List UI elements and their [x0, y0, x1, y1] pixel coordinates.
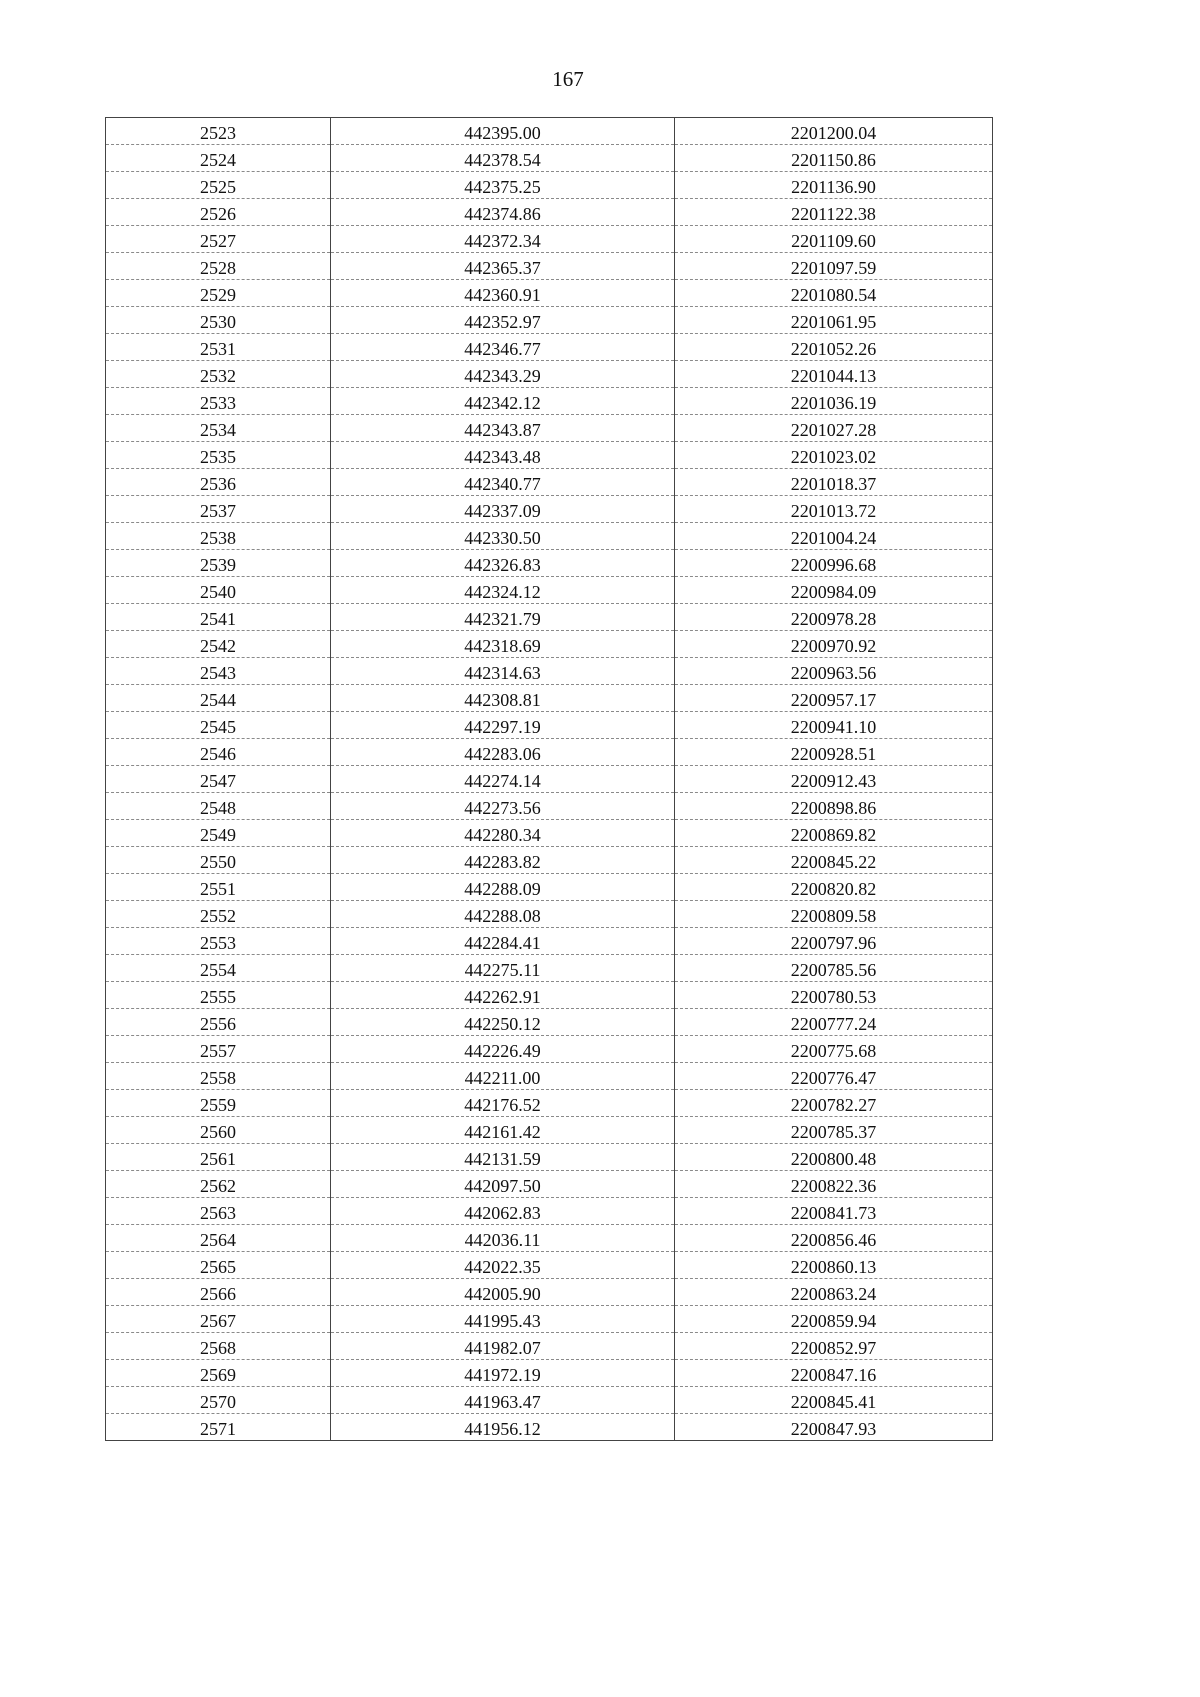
point-number-cell: 2547: [106, 766, 331, 793]
y-coordinate-cell: 2201109.60: [675, 226, 993, 253]
y-coordinate-cell: 2200856.46: [675, 1225, 993, 1252]
point-number-cell: 2524: [106, 145, 331, 172]
table-row: [106, 1279, 993, 1306]
table-row: [106, 523, 993, 550]
y-coordinate-cell: 2201036.19: [675, 388, 993, 415]
x-coordinate-cell: 442283.06: [331, 739, 675, 766]
point-number-cell: 2527: [106, 226, 331, 253]
y-coordinate-cell: 2201200.04: [675, 118, 993, 145]
table-row: [106, 388, 993, 415]
y-coordinate-cell: 2201023.02: [675, 442, 993, 469]
x-coordinate-cell: 442395.00: [331, 118, 675, 145]
table-row: [106, 874, 993, 901]
x-coordinate-cell: 442131.59: [331, 1144, 675, 1171]
x-coordinate-cell: 442326.83: [331, 550, 675, 577]
table-row: [106, 1360, 993, 1387]
y-coordinate-cell: 2201136.90: [675, 172, 993, 199]
y-coordinate-cell: 2201052.26: [675, 334, 993, 361]
point-number-cell: 2562: [106, 1171, 331, 1198]
point-number-cell: 2532: [106, 361, 331, 388]
point-number-cell: 2526: [106, 199, 331, 226]
y-coordinate-cell: 2200841.73: [675, 1198, 993, 1225]
y-coordinate-cell: 2200809.58: [675, 901, 993, 928]
point-number-cell: 2537: [106, 496, 331, 523]
x-coordinate-cell: 442343.87: [331, 415, 675, 442]
table-row: [106, 145, 993, 172]
y-coordinate-cell: 2200941.10: [675, 712, 993, 739]
y-coordinate-cell: 2200963.56: [675, 658, 993, 685]
y-coordinate-cell: 2200782.27: [675, 1090, 993, 1117]
point-number-cell: 2556: [106, 1009, 331, 1036]
y-coordinate-cell: 2200970.92: [675, 631, 993, 658]
point-number-cell: 2560: [106, 1117, 331, 1144]
point-number-cell: 2545: [106, 712, 331, 739]
point-number-cell: 2529: [106, 280, 331, 307]
table-row: [106, 442, 993, 469]
point-number-cell: 2541: [106, 604, 331, 631]
x-coordinate-cell: 442324.12: [331, 577, 675, 604]
table-row: [106, 334, 993, 361]
x-coordinate-cell: 442097.50: [331, 1171, 675, 1198]
x-coordinate-cell: 442176.52: [331, 1090, 675, 1117]
x-coordinate-cell: 441982.07: [331, 1333, 675, 1360]
table-row: [106, 1063, 993, 1090]
y-coordinate-cell: 2201013.72: [675, 496, 993, 523]
y-coordinate-cell: 2201018.37: [675, 469, 993, 496]
table-row: [106, 631, 993, 658]
y-coordinate-cell: 2200852.97: [675, 1333, 993, 1360]
x-coordinate-cell: 442211.00: [331, 1063, 675, 1090]
point-number-cell: 2550: [106, 847, 331, 874]
y-coordinate-cell: 2200777.24: [675, 1009, 993, 1036]
table-row: [106, 1171, 993, 1198]
table-row: [106, 226, 993, 253]
point-number-cell: 2543: [106, 658, 331, 685]
x-coordinate-cell: 442375.25: [331, 172, 675, 199]
y-coordinate-cell: 2200863.24: [675, 1279, 993, 1306]
y-coordinate-cell: 2201080.54: [675, 280, 993, 307]
x-coordinate-cell: 442337.09: [331, 496, 675, 523]
x-coordinate-cell: 442005.90: [331, 1279, 675, 1306]
y-coordinate-cell: 2200996.68: [675, 550, 993, 577]
coordinate-table: [105, 117, 993, 1441]
x-coordinate-cell: 442036.11: [331, 1225, 675, 1252]
x-coordinate-cell: 442340.77: [331, 469, 675, 496]
y-coordinate-cell: 2200785.56: [675, 955, 993, 982]
y-coordinate-cell: 2201150.86: [675, 145, 993, 172]
point-number-cell: 2551: [106, 874, 331, 901]
y-coordinate-cell: 2200776.47: [675, 1063, 993, 1090]
point-number-cell: 2540: [106, 577, 331, 604]
x-coordinate-cell: 442318.69: [331, 631, 675, 658]
x-coordinate-cell: 442308.81: [331, 685, 675, 712]
point-number-cell: 2563: [106, 1198, 331, 1225]
table-row: [106, 712, 993, 739]
x-coordinate-cell: 442226.49: [331, 1036, 675, 1063]
table-row: [106, 739, 993, 766]
table-row: [106, 199, 993, 226]
x-coordinate-cell: 442343.29: [331, 361, 675, 388]
table-row: [106, 1198, 993, 1225]
table-row: [106, 982, 993, 1009]
table-row: [106, 793, 993, 820]
x-coordinate-cell: 441963.47: [331, 1387, 675, 1414]
x-coordinate-cell: 442372.34: [331, 226, 675, 253]
table-body: [106, 118, 993, 1441]
x-coordinate-cell: 442022.35: [331, 1252, 675, 1279]
x-coordinate-cell: 442374.86: [331, 199, 675, 226]
point-number-cell: 2557: [106, 1036, 331, 1063]
x-coordinate-cell: 441995.43: [331, 1306, 675, 1333]
table-row: [106, 172, 993, 199]
table-row: [106, 901, 993, 928]
table-row: [106, 685, 993, 712]
table-row: [106, 577, 993, 604]
point-number-cell: 2559: [106, 1090, 331, 1117]
x-coordinate-cell: 442262.91: [331, 982, 675, 1009]
x-coordinate-cell: 442062.83: [331, 1198, 675, 1225]
x-coordinate-cell: 442378.54: [331, 145, 675, 172]
y-coordinate-cell: 2200845.41: [675, 1387, 993, 1414]
y-coordinate-cell: 2200912.43: [675, 766, 993, 793]
y-coordinate-cell: 2200847.93: [675, 1414, 993, 1441]
page-number: 167: [552, 67, 584, 91]
point-number-cell: 2571: [106, 1414, 331, 1441]
x-coordinate-cell: 442346.77: [331, 334, 675, 361]
point-number-cell: 2549: [106, 820, 331, 847]
point-number-cell: 2534: [106, 415, 331, 442]
y-coordinate-cell: 2200978.28: [675, 604, 993, 631]
table-row: [106, 1387, 993, 1414]
table-row: [106, 253, 993, 280]
y-coordinate-cell: 2200820.82: [675, 874, 993, 901]
x-coordinate-cell: 442280.34: [331, 820, 675, 847]
point-number-cell: 2536: [106, 469, 331, 496]
y-coordinate-cell: 2200860.13: [675, 1252, 993, 1279]
point-number-cell: 2566: [106, 1279, 331, 1306]
table-row: [106, 361, 993, 388]
point-number-cell: 2531: [106, 334, 331, 361]
y-coordinate-cell: 2200797.96: [675, 928, 993, 955]
table-row: [106, 1414, 993, 1441]
point-number-cell: 2533: [106, 388, 331, 415]
x-coordinate-cell: 442343.48: [331, 442, 675, 469]
table-row: [106, 1144, 993, 1171]
table-row: [106, 280, 993, 307]
x-coordinate-cell: 442360.91: [331, 280, 675, 307]
y-coordinate-cell: 2200775.68: [675, 1036, 993, 1063]
table-row: [106, 847, 993, 874]
table-row: [106, 1333, 993, 1360]
x-coordinate-cell: 442283.82: [331, 847, 675, 874]
point-number-cell: 2567: [106, 1306, 331, 1333]
table-row: [106, 658, 993, 685]
point-number-cell: 2564: [106, 1225, 331, 1252]
point-number-cell: 2538: [106, 523, 331, 550]
x-coordinate-cell: 442321.79: [331, 604, 675, 631]
point-number-cell: 2523: [106, 118, 331, 145]
point-number-cell: 2528: [106, 253, 331, 280]
point-number-cell: 2555: [106, 982, 331, 1009]
point-number-cell: 2570: [106, 1387, 331, 1414]
point-number-cell: 2568: [106, 1333, 331, 1360]
point-number-cell: 2548: [106, 793, 331, 820]
y-coordinate-cell: 2200957.17: [675, 685, 993, 712]
y-coordinate-cell: 2200928.51: [675, 739, 993, 766]
y-coordinate-cell: 2200845.22: [675, 847, 993, 874]
x-coordinate-cell: 442275.11: [331, 955, 675, 982]
x-coordinate-cell: 442297.19: [331, 712, 675, 739]
table-row: [106, 1252, 993, 1279]
y-coordinate-cell: 2200847.16: [675, 1360, 993, 1387]
x-coordinate-cell: 442273.56: [331, 793, 675, 820]
y-coordinate-cell: 2200785.37: [675, 1117, 993, 1144]
x-coordinate-cell: 442288.08: [331, 901, 675, 928]
x-coordinate-cell: 442342.12: [331, 388, 675, 415]
y-coordinate-cell: 2200822.36: [675, 1171, 993, 1198]
y-coordinate-cell: 2200869.82: [675, 820, 993, 847]
x-coordinate-cell: 442352.97: [331, 307, 675, 334]
y-coordinate-cell: 2200800.48: [675, 1144, 993, 1171]
y-coordinate-cell: 2200780.53: [675, 982, 993, 1009]
point-number-cell: 2525: [106, 172, 331, 199]
table-row: [106, 1009, 993, 1036]
x-coordinate-cell: 442330.50: [331, 523, 675, 550]
point-number-cell: 2558: [106, 1063, 331, 1090]
point-number-cell: 2535: [106, 442, 331, 469]
y-coordinate-cell: 2201004.24: [675, 523, 993, 550]
point-number-cell: 2553: [106, 928, 331, 955]
y-coordinate-cell: 2200898.86: [675, 793, 993, 820]
x-coordinate-cell: 442288.09: [331, 874, 675, 901]
y-coordinate-cell: 2201122.38: [675, 199, 993, 226]
x-coordinate-cell: 442365.37: [331, 253, 675, 280]
y-coordinate-cell: 2201027.28: [675, 415, 993, 442]
table-row: [106, 1225, 993, 1252]
table-row: [106, 955, 993, 982]
table-row: [106, 118, 993, 145]
x-coordinate-cell: 442250.12: [331, 1009, 675, 1036]
y-coordinate-cell: 2200859.94: [675, 1306, 993, 1333]
x-coordinate-cell: 442314.63: [331, 658, 675, 685]
table-row: [106, 1306, 993, 1333]
x-coordinate-cell: 442284.41: [331, 928, 675, 955]
y-coordinate-cell: 2201061.95: [675, 307, 993, 334]
point-number-cell: 2539: [106, 550, 331, 577]
table-row: [106, 766, 993, 793]
table-row: [106, 604, 993, 631]
table-row: [106, 1036, 993, 1063]
table-row: [106, 1117, 993, 1144]
point-number-cell: 2542: [106, 631, 331, 658]
point-number-cell: 2565: [106, 1252, 331, 1279]
table-row: [106, 496, 993, 523]
point-number-cell: 2552: [106, 901, 331, 928]
y-coordinate-cell: 2201097.59: [675, 253, 993, 280]
x-coordinate-cell: 441956.12: [331, 1414, 675, 1441]
point-number-cell: 2530: [106, 307, 331, 334]
table-row: [106, 415, 993, 442]
table-row: [106, 307, 993, 334]
point-number-cell: 2544: [106, 685, 331, 712]
x-coordinate-cell: 442274.14: [331, 766, 675, 793]
point-number-cell: 2569: [106, 1360, 331, 1387]
x-coordinate-cell: 442161.42: [331, 1117, 675, 1144]
table-row: [106, 820, 993, 847]
point-number-cell: 2546: [106, 739, 331, 766]
point-number-cell: 2561: [106, 1144, 331, 1171]
table-row: [106, 550, 993, 577]
y-coordinate-cell: 2200984.09: [675, 577, 993, 604]
table-row: [106, 1090, 993, 1117]
x-coordinate-cell: 441972.19: [331, 1360, 675, 1387]
table-row: [106, 928, 993, 955]
table-row: [106, 469, 993, 496]
y-coordinate-cell: 2201044.13: [675, 361, 993, 388]
point-number-cell: 2554: [106, 955, 331, 982]
